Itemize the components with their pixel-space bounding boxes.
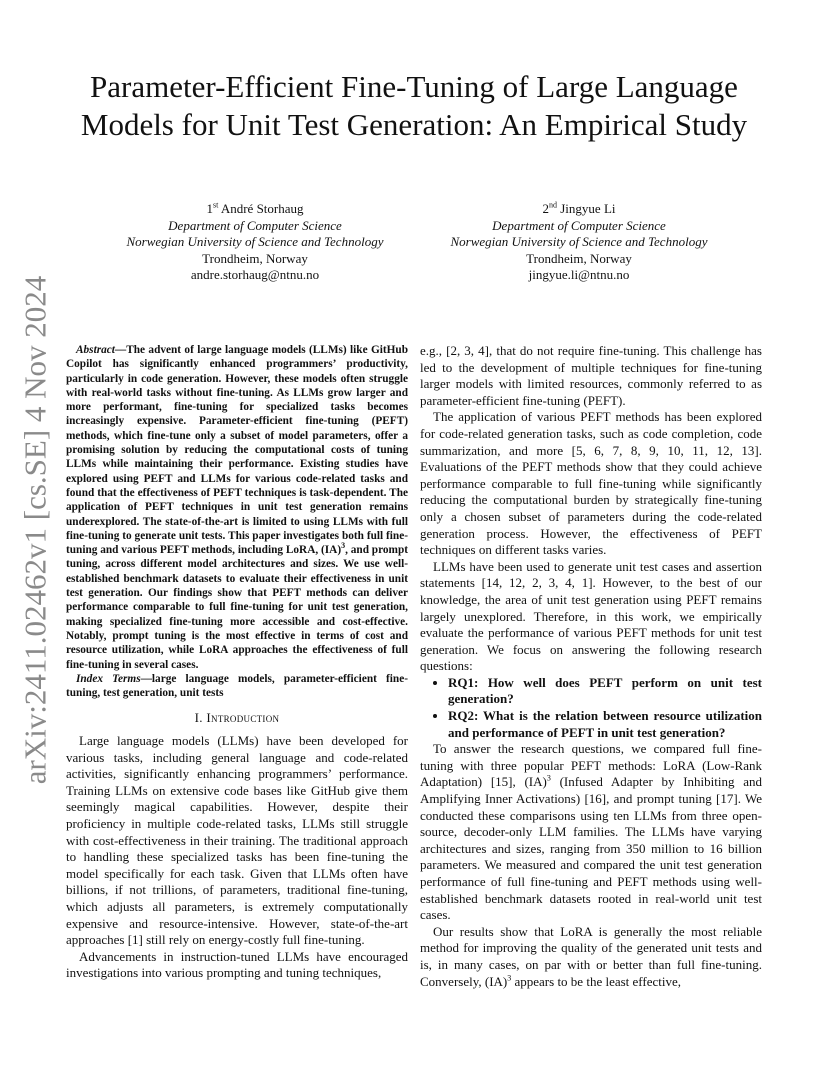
author-location: Trondheim, Norway xyxy=(526,250,632,266)
author-name: 2nd Jingyue Li xyxy=(542,200,616,216)
abstract: Abstract—The advent of large language models (LLMs) like GitHub Copilot has significantly enhanced programmers’ productivity, particularly in code generation. However, these models often struggle with real-world tasks without fine-tuning. As LLMs grow larger and more performant, fine-tuning for specialized tasks becomes increasingly expensive. Parameter-efficient fine-tuning (PEFT) methods, which fine-tune only a subset of model parameters, offer a promising solution by reducing the computational costs of tuning LLMs while maintaining their performance. Existing studies have explored using PEFT and LLMs for various code-related tasks and found that the effectiveness of PEFT techniques is task-dependent. The application of PEFT techniques in unit test generation remains underexplored. The state-of-the-art is limited to using LLMs with full fine-tuning to generate unit tests. This paper investigates both full fine-tuning and various PEFT methods, including LoRA, (IA)$^3$, and prompt tuning, across different model architectures and sizes. We use well-established benchmark datasets to evaluate their effectiveness in unit test generation. Our findings show that PEFT methods can deliver performance comparable to full fine-tuning for unit test generation, making specialized fine-tuning more accessible and cost-effective. Notably, prompt tuning is the most effective in terms of cost and resource utilization, while LoRA approaches the effectiveness of full fine-tuning in several cases. xyxy=(66,344,409,671)
index-terms: Index Terms—large language models, parameter-efficient fine-tuning, test generation, unit tests xyxy=(66,672,408,700)
right-column xyxy=(420,343,762,990)
intro-paragraph-2: Advancements in instruction-tuned LLMs have encouraged investigations into various prompting and tuning techniques, xyxy=(66,948,408,981)
research-questions-list xyxy=(420,675,762,741)
intro-paragraph-1: Large language models (LLMs) have been developed for various tasks, including general language and code-related activities, significantly enhancing programmers’ performance. Training LLMs on extensive code bases like GitHub give them seemingly magical capabilities. However, despite their proficiency in multiple code-related tasks, LLMs still struggle with cost-effectiveness in their training. The traditional approach to handling these specialized tasks has been fine-tuning the model specifically for each task. Given that LLMs often have billions, if not trillions, of parameters, traditional fine-tuning, which adjusts all parameters, is extremely computationally expensive and resource-intensive. However, state-of-the-art approaches [1] still rely on energy-costly full fine-tuning. xyxy=(66,733,408,948)
research-question-2: • RQ2: What is the relation between resource utilization and performance of PEFT in unit test generation? xyxy=(448,708,762,741)
author-department: Department of Computer Science xyxy=(168,217,342,233)
author-email: jingyue.li@ntnu.no xyxy=(528,267,630,283)
right-paragraph-2: The application of various PEFT methods has been explored for code-related generation tasks, such as code completion, code summarization, and more [5, 6, 7, 8, 9, 10, 11, 12, 13]. Evaluations of the PEFT methods show that they could achieve performance comparable to full fine-tuning while significantly reducing the computational burden by strategically fine-tuning only a chosen subset of parameters during the code-related generation process. However, the effectiveness of PEFT techniques on different tasks varies. xyxy=(420,409,762,558)
author-block-2 xyxy=(419,201,739,284)
author-block-1 xyxy=(95,201,415,284)
research-question-1: • RQ1: How well does PEFT perform on unit test generation? xyxy=(448,675,762,708)
right-paragraph-4: To answer the research questions, we compared full fine-tuning with three popular PEFT methods: LoRA (Low-Rank Adaptation) [15], (IA)$^3$ (Infused Adapter by Inhibiting and Amplifying Inner Activations) [16], and prompt tuning [17]. We conducted these comparisons using ten LLMs from three open-source, decoder-only LLM families. The LLMs have varying architectures and sizes, ranging from 350 million to 16 billion parameters. We measured and compared the unit test generation performance of full fine-tuning and PEFT methods using well-established benchmark datasets rooted in real-world unit test cases. xyxy=(420,741,762,923)
author-email: andre.storhaug@ntnu.no xyxy=(190,267,320,283)
author-name: 1st André Storhaug xyxy=(206,200,304,216)
section-heading: I. Introduction xyxy=(194,710,280,726)
author-organization: Norwegian University of Science and Technology xyxy=(450,234,708,250)
paper-title: Parameter-Efficient Fine-Tuning of Large Language Models for Unit Test Generation: An Empirical Study xyxy=(80,69,748,142)
author-department: Department of Computer Science xyxy=(492,217,666,233)
right-paragraph-5: Our results show that LoRA is generally the most reliable method for improving the quality of the generated unit tests and is, in many cases, on par with or better than full fine-tuning. Conversely, (IA)$^3$ appears to be the least effective, xyxy=(420,923,762,989)
right-paragraph-3: LLMs have been used to generate unit test cases and assertion statements [14, 12, 2, 3, 4, 1]. However, to the best of our knowledge, the area of unit test generation using PEFT remains largely unexplored. Therefore, in this work, we empirically evaluate the performance of various PEFT methods for unit test generation. We focus on answering the following research questions: xyxy=(420,558,762,674)
arxiv-identifier: arXiv:2411.02462v1 [cs.SE] 4 Nov 2024 xyxy=(17,275,52,785)
author-location: Trondheim, Norway xyxy=(202,250,308,266)
author-organization: Norwegian University of Science and Technology xyxy=(126,234,384,250)
right-paragraph-1: e.g., [2, 3, 4], that do not require fine-tuning. This challenge has led to the development of multiple techniques for fine-tuning larger models with limited resources, commonly referred to as parameter-efficient fine-tuning (PEFT). xyxy=(420,343,762,408)
arxiv-side-stamp xyxy=(10,275,60,785)
left-column xyxy=(66,343,408,982)
